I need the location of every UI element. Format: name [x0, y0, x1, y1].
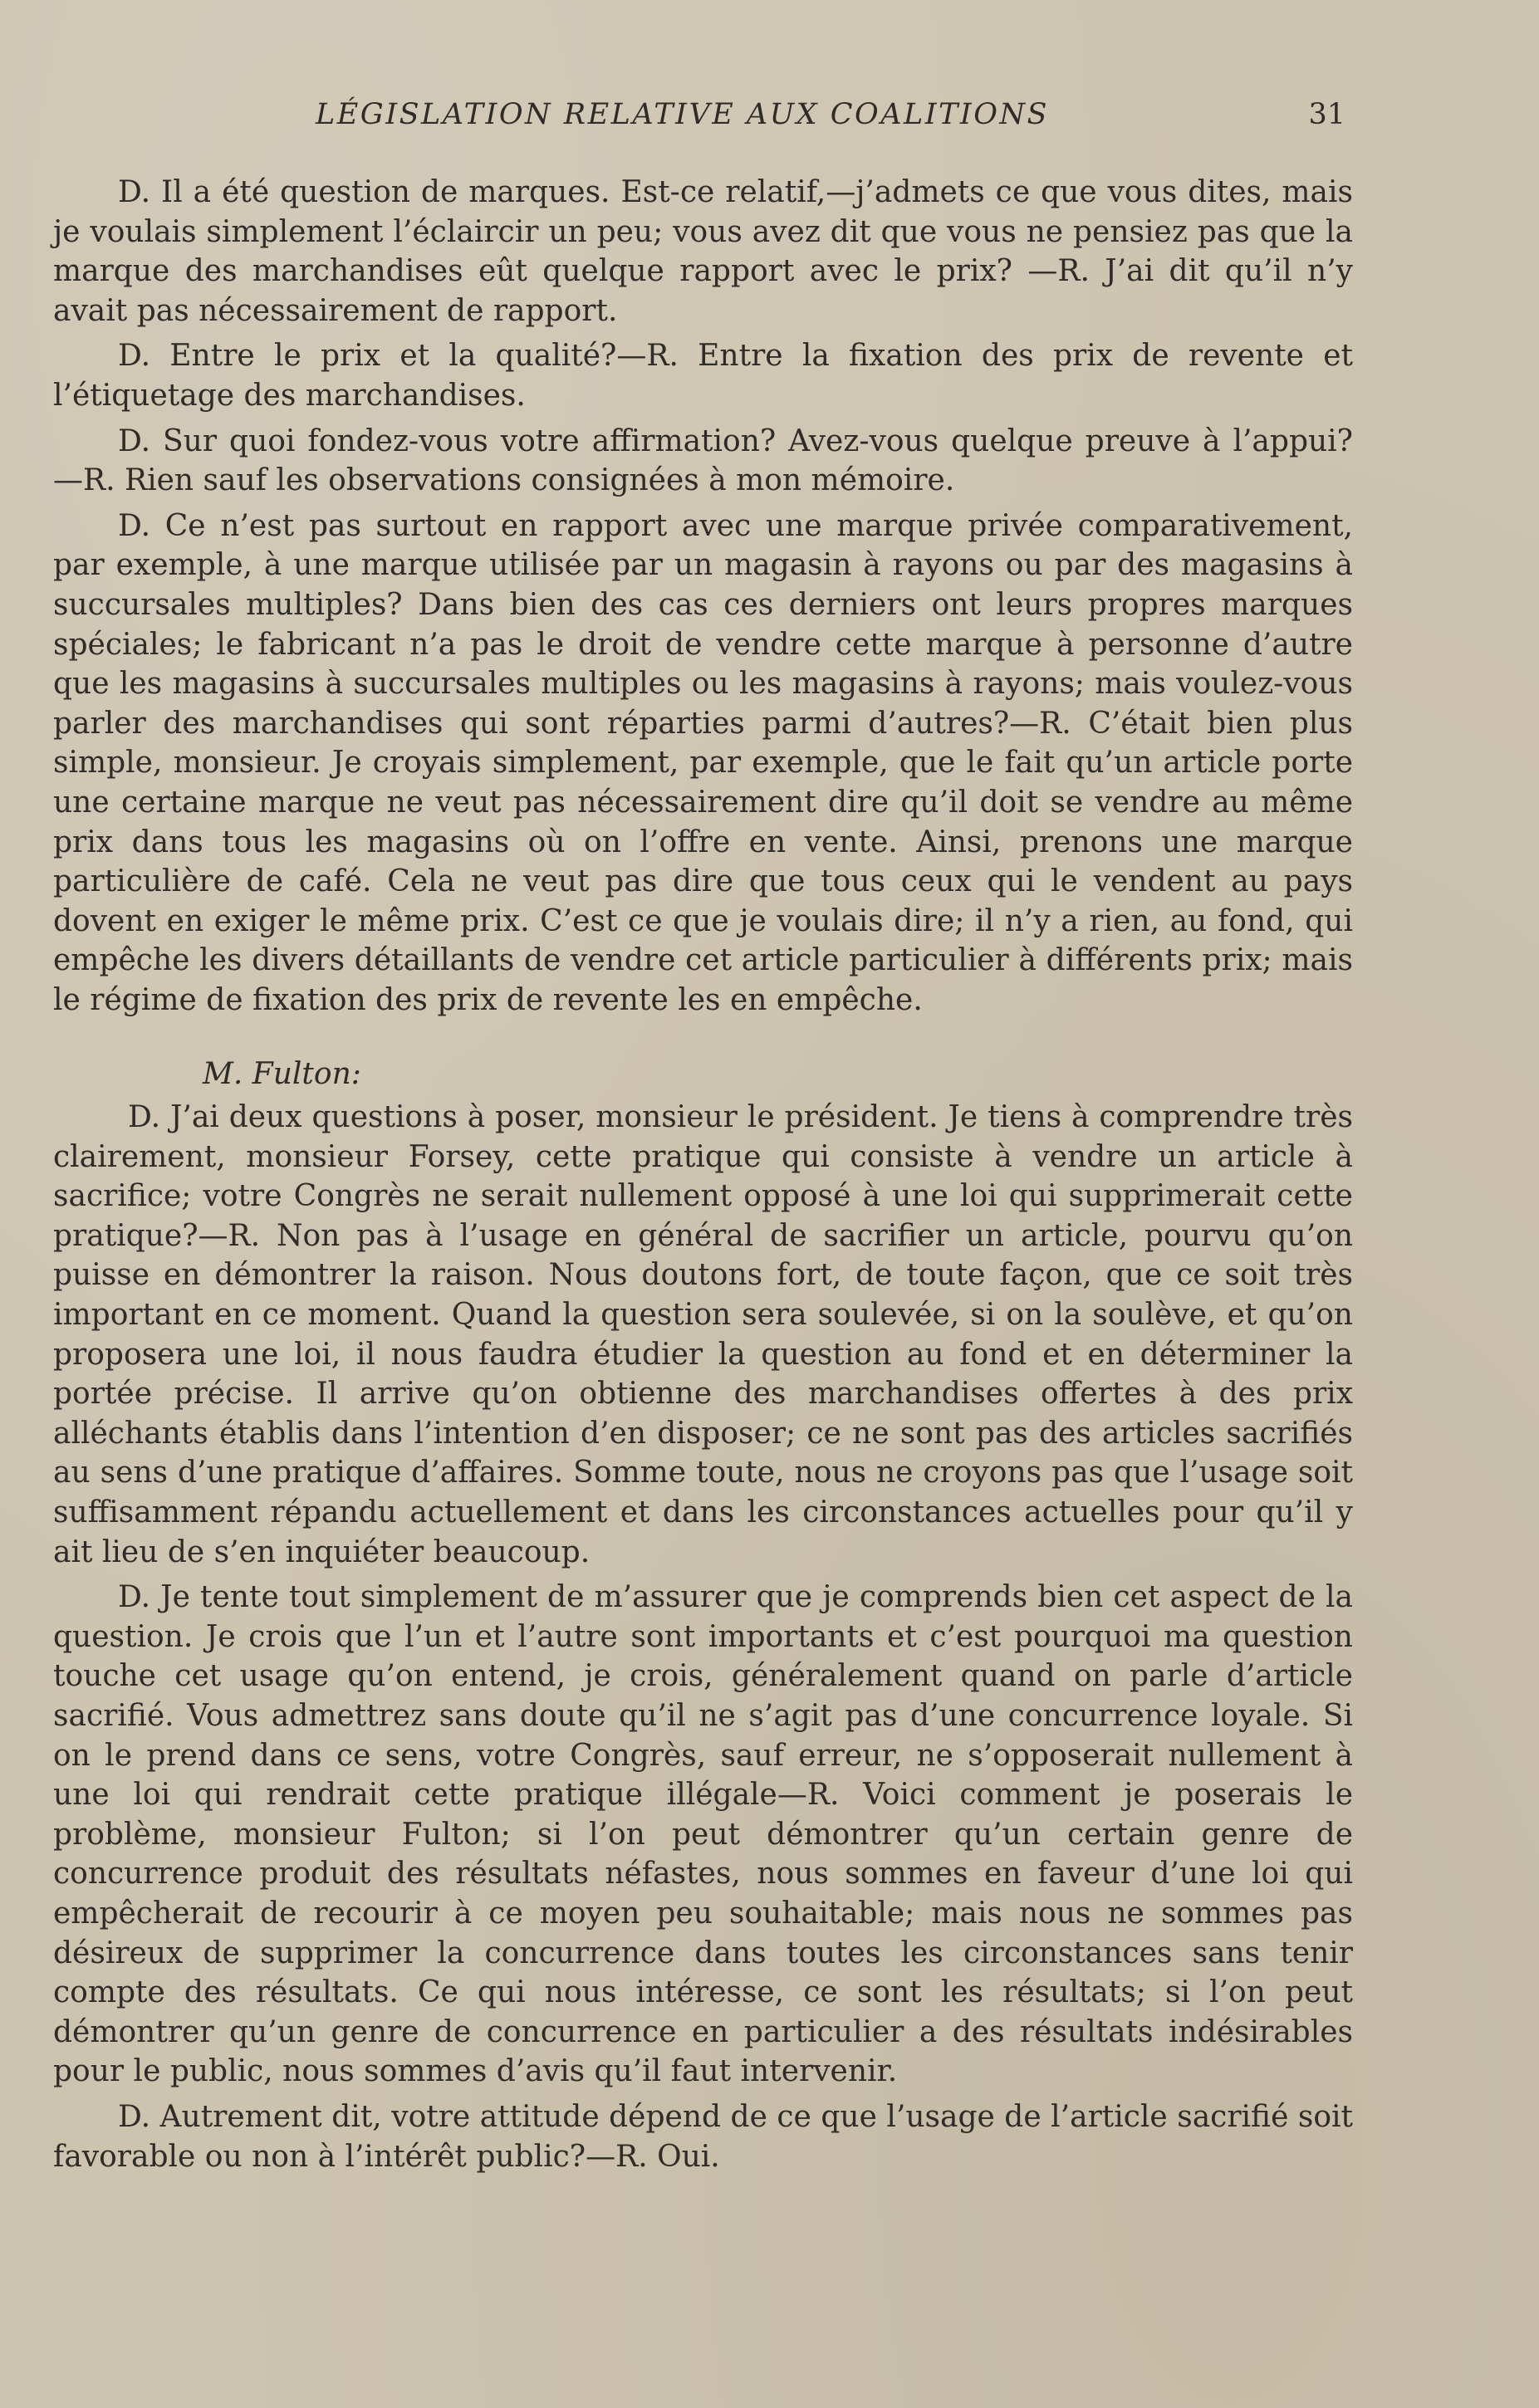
body-text [53, 173, 1353, 2182]
running-title: LÉGISLATION RELATIVE AUX COALITIONS [316, 98, 1049, 131]
paragraph: D. Il a été question de marques. Est-ce relatif,—j’admets ce que vous dites, mais je voulais simplement l’éclaircir un peu; vous avez dit que vous ne pensiez pas que la marque des marchandises eût quelque rapport avec le prix? —R. J’ai dit qu’il n’y avait pas nécessairement de rapport. [53, 175, 1353, 328]
paragraph: D. Ce n’est pas surtout en rapport avec une marque privée comparativement, par exemple, à une marque utilisée par un magasin à rayons ou par des magasins à succursales multiples? Dans bien des cas ces derniers ont leurs propres marques spéciales; le fabricant n’a pas le droit de vendre cette marque à personne d’autre que les magasins à succursales multiples ou les magasins à rayons; mais voulez-vous parler des marchandises qui sont réparties parmi d’autres?—R. C’était bien plus simple, monsieur. Je croyais simplement, par exemple, que le fait qu’un article porte une certaine marque ne veut pas nécessairement dire qu’il doit se vendre au même prix dans tous les magasins où on l’offre en vente. Ainsi, prenons une marque particulière de café. Cela ne veut pas dire que tous ceux qui le vendent au pays dovent en exiger le même prix. C’est ce que je voulais dire; il n’y a rien, au fond, qui empêche les divers détaillants de vendre cet article particulier à différents prix; mais le régime de fixation des prix de revente les en empêche. [53, 508, 1353, 1017]
page-number: 31 [1308, 98, 1345, 131]
paragraph: D. Autrement dit, votre attitude dépend de ce que l’usage de l’article sacrifié soit favorable ou non à l’intérêt public?—R. Oui. [53, 2099, 1353, 2174]
paragraph: D. J’ai deux questions à poser, monsieur le président. Je tiens à comprendre très clairement, monsieur Forsey, cette pratique qui consiste à vendre un article à sacrifice; votre Congrès ne serait nullement opposé à une loi qui supprimerait cette pratique?—R. Non pas à l’usage en général de sacrifier un article, pourvu qu’on puisse en démontrer la raison. Nous doutons fort, de toute façon, que ce soit très important en ce moment. Quand la question sera soulevée, si on la soulève, et qu’on proposera une loi, il nous faudra étudier la question au fond et en déterminer la portée précise. Il arrive qu’on obtienne des marchandises offertes à des prix alléchants établis dans l’intention d’en disposer; ce ne sont pas des articles sacrifiés au sens d’une pratique d’affaires. Somme toute, nous ne croyons pas que l’usage soit suffisamment répandu actuellement et dans les circonstances actuelles pour qu’il y ait lieu de s’en inquiéter beaucoup. [53, 1100, 1353, 1569]
speaker-heading: M. Fulton: [203, 1057, 361, 1092]
paragraph: D. Je tente tout simplement de m’assurer que je comprends bien cet aspect de la question. Je crois que l’un et l’autre sont importants et c’est pourquoi ma question touche cet usage qu’on entend, je crois, généralement quand on parle d’article sacrifié. Vous admettrez sans doute qu’il ne s’agit pas d’une concurrence loyale. Si on le prend dans ce sens, votre Congrès, sauf erreur, ne s’opposerait nullement à une loi qui rendrait cette pratique illégale—R. Voici comment je poserais le problème, monsieur Fulton; si l’on peut démontrer qu’un certain genre de concurrence produit des résultats néfastes, nous sommes en faveur d’une loi qui empêcherait de recourir à ce moyen peu souhaitable; mais nous ne sommes pas désireux de supprimer la concurrence dans toutes les circonstances sans tenir compte des résultats. Ce qui nous intéresse, ce sont les résultats; si l’on peut démontrer qu’un genre de concurrence en particulier a des résultats indésirables pour le public, nous sommes d’avis qu’il faut intervenir. [53, 1580, 1353, 2089]
paragraph: D. Sur quoi fondez-vous votre affirmation? Avez-vous quelque preuve à l’appui?—R. Rien sauf les observations consignées à mon mémoire. [53, 423, 1353, 498]
page-header [316, 98, 1345, 139]
paragraph: D. Entre le prix et la qualité?—R. Entre la fixation des prix de revente et l’étiquetage des marchandises. [53, 339, 1353, 413]
